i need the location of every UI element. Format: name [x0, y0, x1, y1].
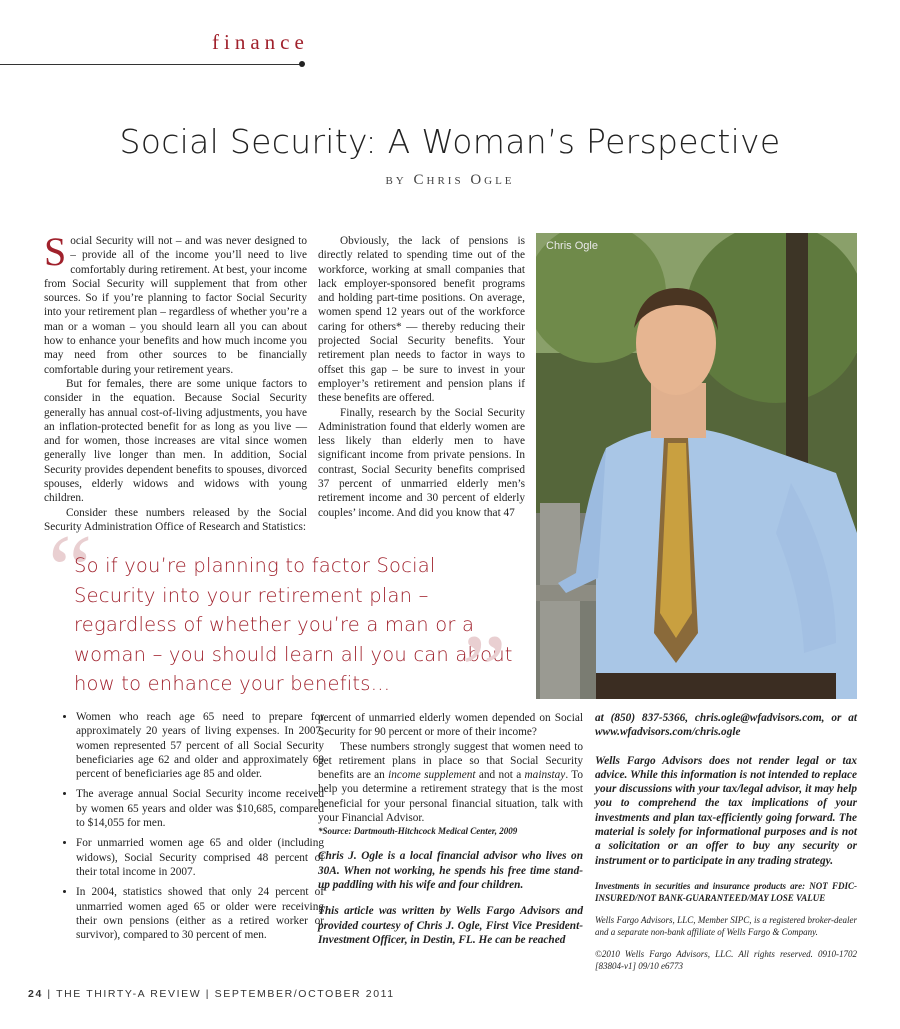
paragraph: But for females, there are some unique factors to consider in the equation. Because Social Security generally has annual cost-of-living adjustments, you have an inflation-protected benefit for as long as you live — and for women, those increases are vital since women generally live longer than men. In addition, Social Security provides dependent benefits to spouses, divorced spouses, elderly widows and widows with young children.	[44, 377, 307, 505]
paragraph-text: These numbers strongly suggest that women need to get retirement plans in place so that Social Security benefits are an	[318, 740, 583, 782]
issue-date: SEPTEMBER/OCTOBER 2011	[214, 988, 395, 1000]
footer-separator: |	[47, 988, 52, 1000]
column-1	[44, 229, 307, 534]
author-photo-illustration	[536, 233, 857, 699]
close-quote-icon: ”	[462, 614, 507, 725]
article-title: Social Security: A Woman’s Perspective	[119, 122, 781, 161]
paragraph-text: and not a	[475, 769, 525, 782]
page-footer	[28, 988, 395, 1000]
source-note: *Source: Dartmouth-Hitchcock Medical Center, 2009	[318, 826, 518, 837]
open-quote-icon: “	[48, 514, 93, 625]
list-item: • Women who reach age 65 need to prepare for approximately 20 years of living expenses. In 2007, women represented 57 percent of all Social Security beneficiaries age 62 and older and approximately 69 percent of beneficiaries age 85 and older.	[76, 710, 324, 781]
column-2	[318, 234, 525, 520]
publication-name: THE THIRTY-A REVIEW	[56, 988, 202, 1000]
section-rule-dot	[299, 61, 305, 67]
member-notice: Wells Fargo Advisors, LLC, Member SIPC, is a registered broker-dealer and a separate non-bank affiliate of Wells Fargo & Company.	[595, 914, 857, 937]
article-credit: This article was written by Wells Fargo Advisors and provided courtesy of Chris J. Ogle, First Vice President-Investment Officer, in Destin, FL. He can be reached	[318, 905, 583, 946]
column-5	[318, 711, 583, 947]
copyright-notice: ©2010 Wells Fargo Advisors, LLC. All rights reserved. 0910-1702 [83804-v1] 09/10 e6773	[595, 948, 857, 971]
section-rule	[0, 64, 303, 65]
author-bio: Chris J. Ogle is a local financial advisor who lives on 30A. When not working, he spends his free time stand-up paddling with his wife and four children.	[318, 850, 583, 891]
author-photo	[536, 233, 857, 699]
list-item: • For unmarried women age 65 and older (including widows), Social Security comprised 48 percent of their total income in 2007.	[76, 836, 324, 879]
list-item: • The average annual Social Security income received by women 65 years and older was $10,685, compared to $14,055 for men.	[76, 787, 324, 830]
section-label: finance	[212, 30, 309, 54]
article-byline: by Chris Ogle	[385, 172, 515, 188]
paragraph-text: ocial Security will not – and was never designed to – provide all of the income you’ll need to live comfortably during retirement. At best, your income from Social Security will supplement that from other sources. So if you’re planning to factor Social Security into your retirement plan – regardless of whether you’re a man or a woman – you should learn all you can about how to enhance your benefits and how much income you may need from other sources to be financially comfortable during your retirement years.	[44, 235, 307, 376]
paragraph: Consider these numbers released by the Social Security Administration Office of Research and Statistics:	[44, 506, 307, 533]
footer-separator: |	[205, 988, 211, 1000]
paragraph-text: . To help you determine a retirement strategy that is the most beneficial for your personal financial situation, talk with your Financial Advisor.	[318, 769, 583, 825]
statistics-list	[60, 710, 324, 948]
paragraph	[318, 740, 583, 826]
paragraph: Obviously, the lack of pensions is directly related to spending time out of the workforce, working at small companies that lack employer-sponsored benefit programs and holding part-time positions. On average, women spend 12 years out of the workforce caring for others* — thereby reducing their projected Social Security benefits. Your retirement plan needs to factor in ways to offset this gap – be sure to invest in your employer’s retirement and pension plans if these benefits are offered.	[318, 235, 525, 405]
drop-cap: S	[44, 229, 67, 274]
emphasis: income supplement	[388, 769, 476, 782]
page-number: 24	[28, 988, 43, 1000]
list-item: • In 2004, statistics showed that only 24 percent of unmarried women aged 65 or older were receiving their own pensions (either as a retired worker or survivor), compared to 30 percent of men.	[76, 885, 324, 942]
contact-info: at (850) 837-5366, chris.ogle@wfadvisors.com, or at www.wfadvisors.com/chris.ogle	[595, 712, 857, 739]
paragraph	[44, 229, 307, 377]
paragraph: percent of unmarried elderly women depended on Social Security for 90 percent or more of their income?	[318, 712, 583, 739]
emphasis: mainstay	[524, 769, 566, 782]
fdic-notice: Investments in securities and insurance products are: NOT FDIC-INSURED/NOT BANK-GUARANTEED/MAY LOSE VALUE	[595, 880, 857, 903]
column-6	[595, 711, 857, 972]
disclaimer: Wells Fargo Advisors does not render legal or tax advice. While this information is not intended to replace your discussions with your tax/legal advisor, it may help you to comprehend the tax implications of your investments and plan tax-efficiently going forward. The material is solely for informational purposes and is not a solicitation or an offer to buy any security or instrument or to participate in any trading strategy.	[595, 754, 857, 867]
paragraph: Finally, research by the Social Security Administration found that elderly women are less likely than elderly men to have significant income from private pensions. In contrast, Social Security benefits comprised 37 percent of unmarried elderly men’s retirement income and 30 percent of elderly couples’ income. And did you know that 47	[318, 406, 525, 519]
photo-credit: Chris Ogle	[546, 240, 598, 252]
pull-quote: So if you’re planning to factor Social Security into your retirement plan – regardless of whether you’re a man or a woman – you should learn all you can about how to enhance your benefits…	[74, 554, 513, 695]
